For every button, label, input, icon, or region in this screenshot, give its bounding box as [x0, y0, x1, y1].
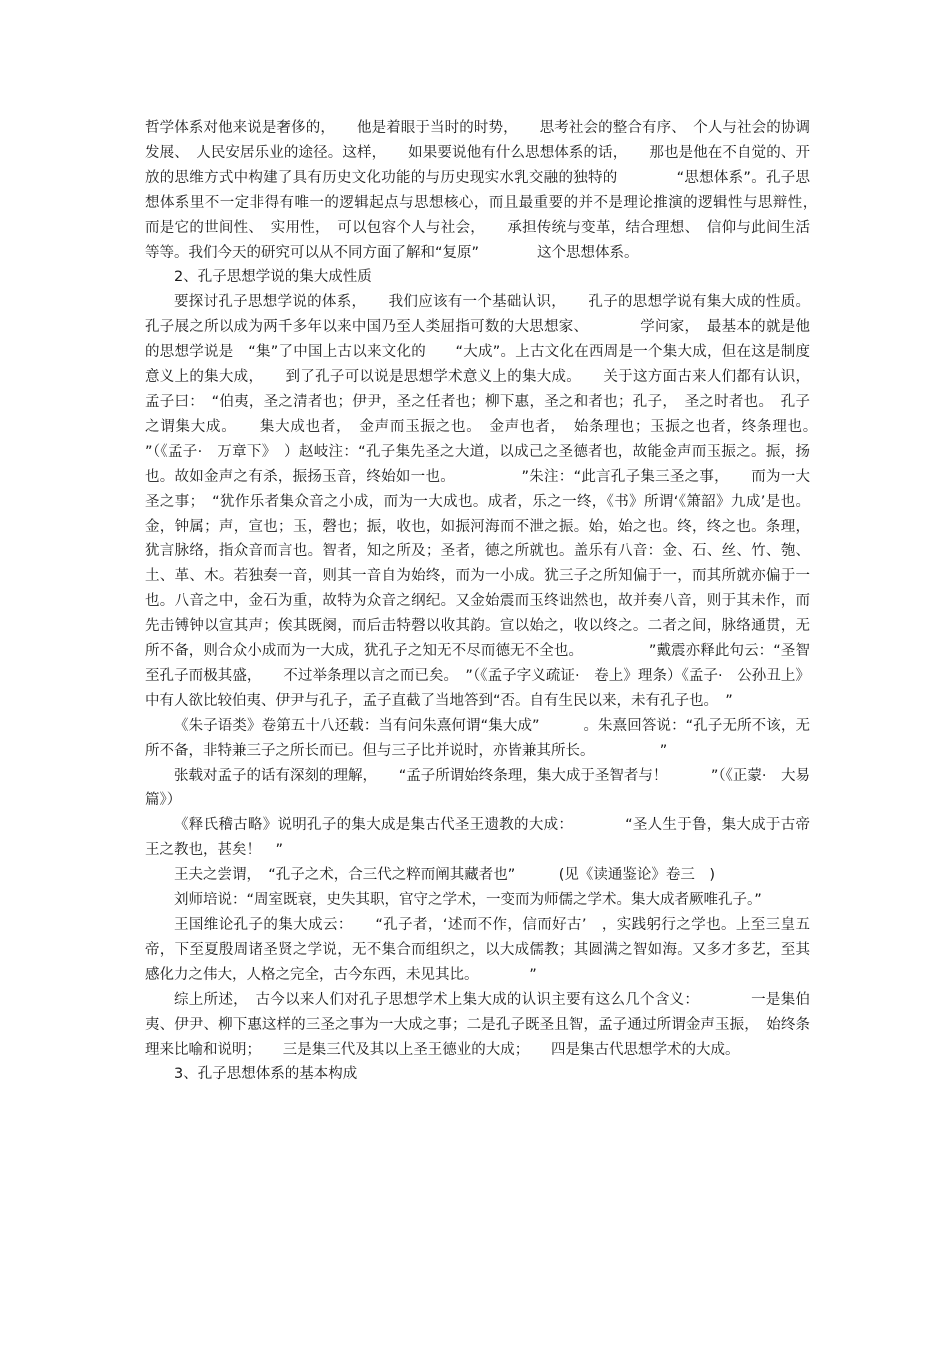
paragraph-zhuzi-yulei: 《朱子语类》卷第五十八还载：当有问朱熹何谓“集大成” 。朱熹回答说：“孔子无所不该，无所不备，非特兼三子之所长而已。但与三子比并说时，亦皆兼其所长。 ” [145, 717, 810, 759]
paragraph-shishi-jigulue: 《释氏稽古略》说明孔子的集大成是集古代圣王遗教的大成： “圣人生于鲁，集大成于古帝王之教也，甚矣！ ” [145, 817, 810, 859]
section-heading-3: 3、孔子思想体系的基本构成 [174, 1066, 358, 1083]
paragraph-zhang-zai: 张载对孟子的话有深刻的理解， “孟子所谓始终条理，集大成于圣智者与！ ”（《正蒙· 大易篇》） [145, 767, 810, 809]
paragraph-synthesis: 要探讨孔子思想学说的体系， 我们应该有一个基础认识， 孔子的思想学说有集大成的性质。孔子展之所以成为两千多年以来中国乃至人类屈指可数的大思想家、 学问家， 最基本的就是他的思想学说是 “集”了中国上古以来文化的 “大成”。上古文化在西周是一个集大成，但在这是制度意义上的集大成， 到了孔子可以说是思想学术意义上的集大成。 关于这方面古来人们都有认识，孟子曰： “伯夷，圣之清者也；伊尹，圣之任者也；柳下惠，圣之和者也；孔子， 圣之时者也。 孔子之谓集大成。 集大成也者， 金声而玉振之也。 金声也者， 始条理也；玉振之也者，终条理也。 ”（《孟子· 万章下》 ）赵岐注：“孔子集先圣之大道，以成己之圣德者也，故能金声而玉振之。振，扬也。故如金声之有杀，振扬玉音，终始如一也。 ”朱注：“此言孔子集三圣之事， 而为一大圣之事； “犹作乐者集众音之小成，而为一大成也。成者，乐之一终，《书》所谓‘《箫韶》九成’是也。金，钟属；声，宣也；玉，磬也；振，收也，如振河海而不泄之振。始，始之也。终，终之也。条理，犹言脉络，指众音而言也。智者，知之所及；圣者，德之所就也。盖乐有八音：金、石、丝、竹、匏、土、革、木。若独奏一音，则其一音自为始终，而为一小成。犹三子之所知偏于一，而其所就亦偏于一也。八音之中，金石为重，故特为众音之纲纪。又金始震而玉终诎然也，故并奏八音，则于其未作，而先击镈钟以宣其声；俟其既阕，而后击特磬以收其韵。宣以始之，收以终之。二者之间，脉络通贯，无所不备，则合众小成而为一大成，犹孔子之知无不尽而德无不全也。 ”戴震亦释此句云：“圣智至孔子而极其盛， 不过举条理以言之而已矣。 ”（《孟子字义疏证· 卷上》理条）《孟子· 公孙丑上》中有人欲比较伯夷、伊尹与孔子，孟子直截了当地答到“否。自有生民以来，未有孔子也。 ” [145, 294, 825, 709]
paragraph-liu-shipei: 刘师培说：“周室既衰，史失其职，官守之学术，一变而为师儒之学术。集大成者厥唯孔子。” [174, 892, 762, 909]
paragraph-intro: 哲学体系对他来说是奢侈的， 他是着眼于当时的时势， 思考社会的整合有序、 个人与社会的协调发展、 人民安居乐业的途径。这样， 如果要说他有什么思想体系的话， 那也是他在不自觉的、开放的思维方式中构建了具有历史文化功能的与历史现实水乳交融的独特的 “思想体系”。孔子思想体系里不一定非得有唯一的逻辑起点与思想核心，而且最重要的并不是理论推演的逻辑性与思辩性， 而是它的世间性、 实用性， 可以包容个人与社会， 承担传统与变革，结合理想、 信仰与此间生活等等。我们今天的研究可以从不同方面了解和“复原” 这个思想体系。 [145, 120, 839, 261]
paragraph-wang-fuzhi: 王夫之尝谓， “孔子之术，合三代之粹而阐其藏者也” (见《读通鉴论》卷三 ) [174, 867, 716, 884]
paragraph-wang-guowei: 王国维论孔子的集大成云： “孔子者，‘述而不作，信而好古’ ，实践躬行之学也。上至三皇五帝，下至夏殷周诸圣贤之学说，无不集合而组织之，以大成儒教；其圆满之智如海。又多才多艺，至其感化力之伟大，人格之完全，古今东西，未见其比。 ” [145, 917, 810, 983]
paragraph-summary: 综上所述， 古今以来人们对孔子思想学术上集大成的认识主要有这么几个含义： 一是集伯夷、伊尹、柳下惠这样的三圣之事为一大成之事；二是孔子既圣且智，孟子通过所谓金声玉振， 始终条理来比喻和说明； 三是集三代及其以上圣王德业的大成； 四是集古代思想学术的大成。 [145, 991, 810, 1058]
document-body [145, 116, 839, 1087]
section-heading-2: 2、孔子思想学说的集大成性质 [174, 269, 372, 286]
